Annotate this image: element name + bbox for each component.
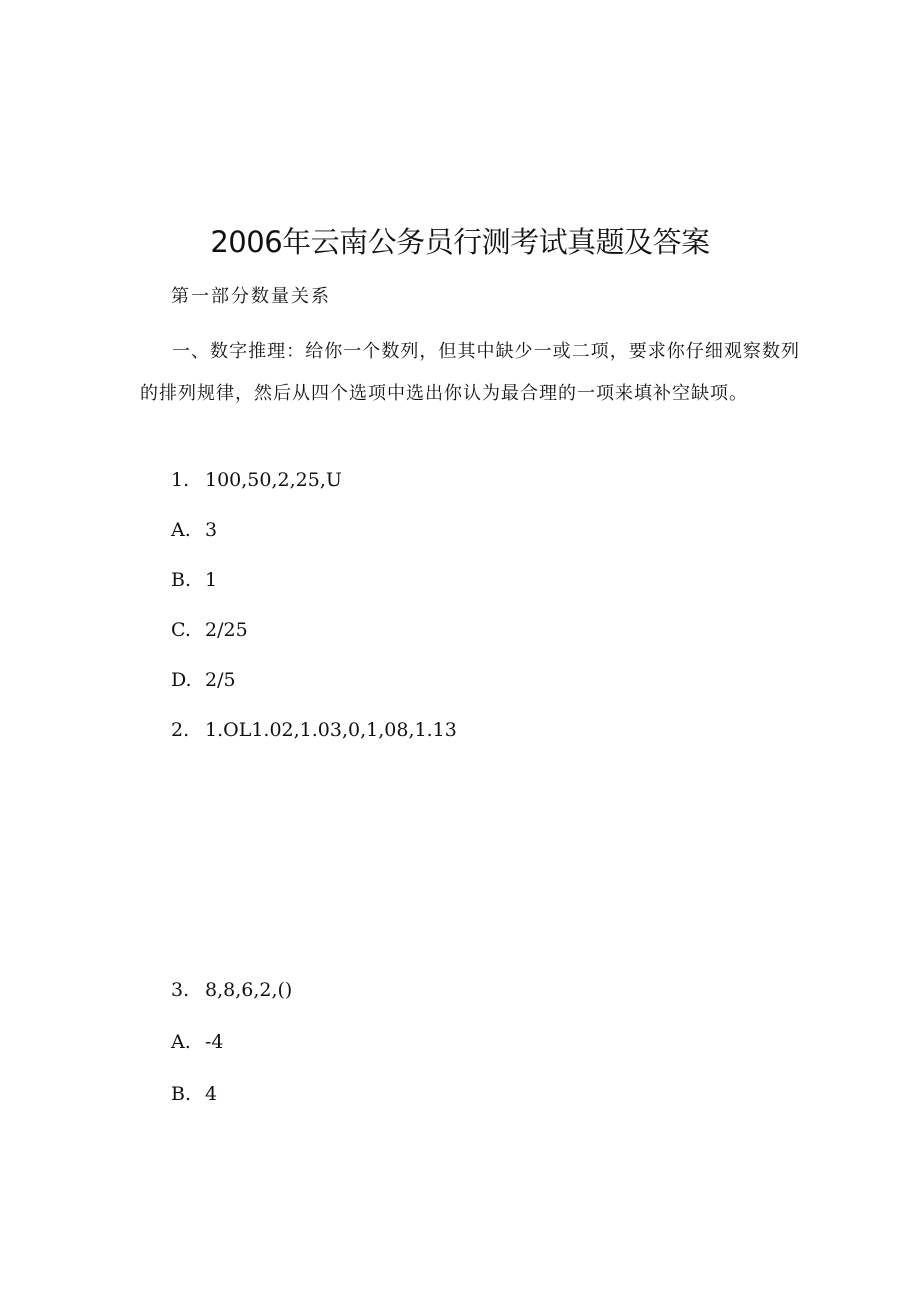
section-heading: 第一部分数量关系: [171, 286, 331, 307]
option-text: 3: [205, 519, 218, 541]
option-text: 2/5: [205, 669, 236, 691]
option-letter: A.: [171, 1031, 191, 1053]
option-text: 4: [205, 1083, 218, 1105]
question-2: [171, 717, 457, 743]
option-letter: A.: [171, 519, 191, 541]
option-letter: C.: [171, 619, 191, 641]
option-letter: B.: [171, 1083, 192, 1105]
option-a: [171, 517, 217, 543]
option-a: [171, 1029, 224, 1055]
option-text: 1: [205, 569, 218, 591]
option-c: [171, 617, 248, 643]
question-text: 8,8,6,2,(): [205, 979, 293, 1001]
question-text: 100,50,2,25,U: [205, 469, 342, 491]
question-number: 2.: [171, 719, 190, 741]
option-d: [171, 667, 236, 693]
page-title: 2006年云南公务员行测考试真题及答案: [210, 225, 710, 259]
option-b: [171, 567, 217, 593]
option-letter: D.: [171, 669, 192, 691]
option-b: [171, 1081, 217, 1107]
intro-paragraph: 一、数字推理：给你一个数列，但其中缺少一或二项，要求你仔细观察数列的排列规律，然后从四个选项中选出你认为最合理的一项来填补空缺项。: [140, 341, 800, 404]
option-text: -4: [205, 1031, 224, 1053]
question-1: [171, 467, 342, 493]
option-text: 2/25: [205, 619, 248, 641]
option-letter: B.: [171, 569, 192, 591]
question-3: [171, 977, 292, 1003]
question-text: 1.OL1.02,1.03,0,1,08,1.13: [205, 719, 457, 741]
question-number: 3.: [171, 979, 190, 1001]
question-number: 1.: [171, 469, 190, 491]
